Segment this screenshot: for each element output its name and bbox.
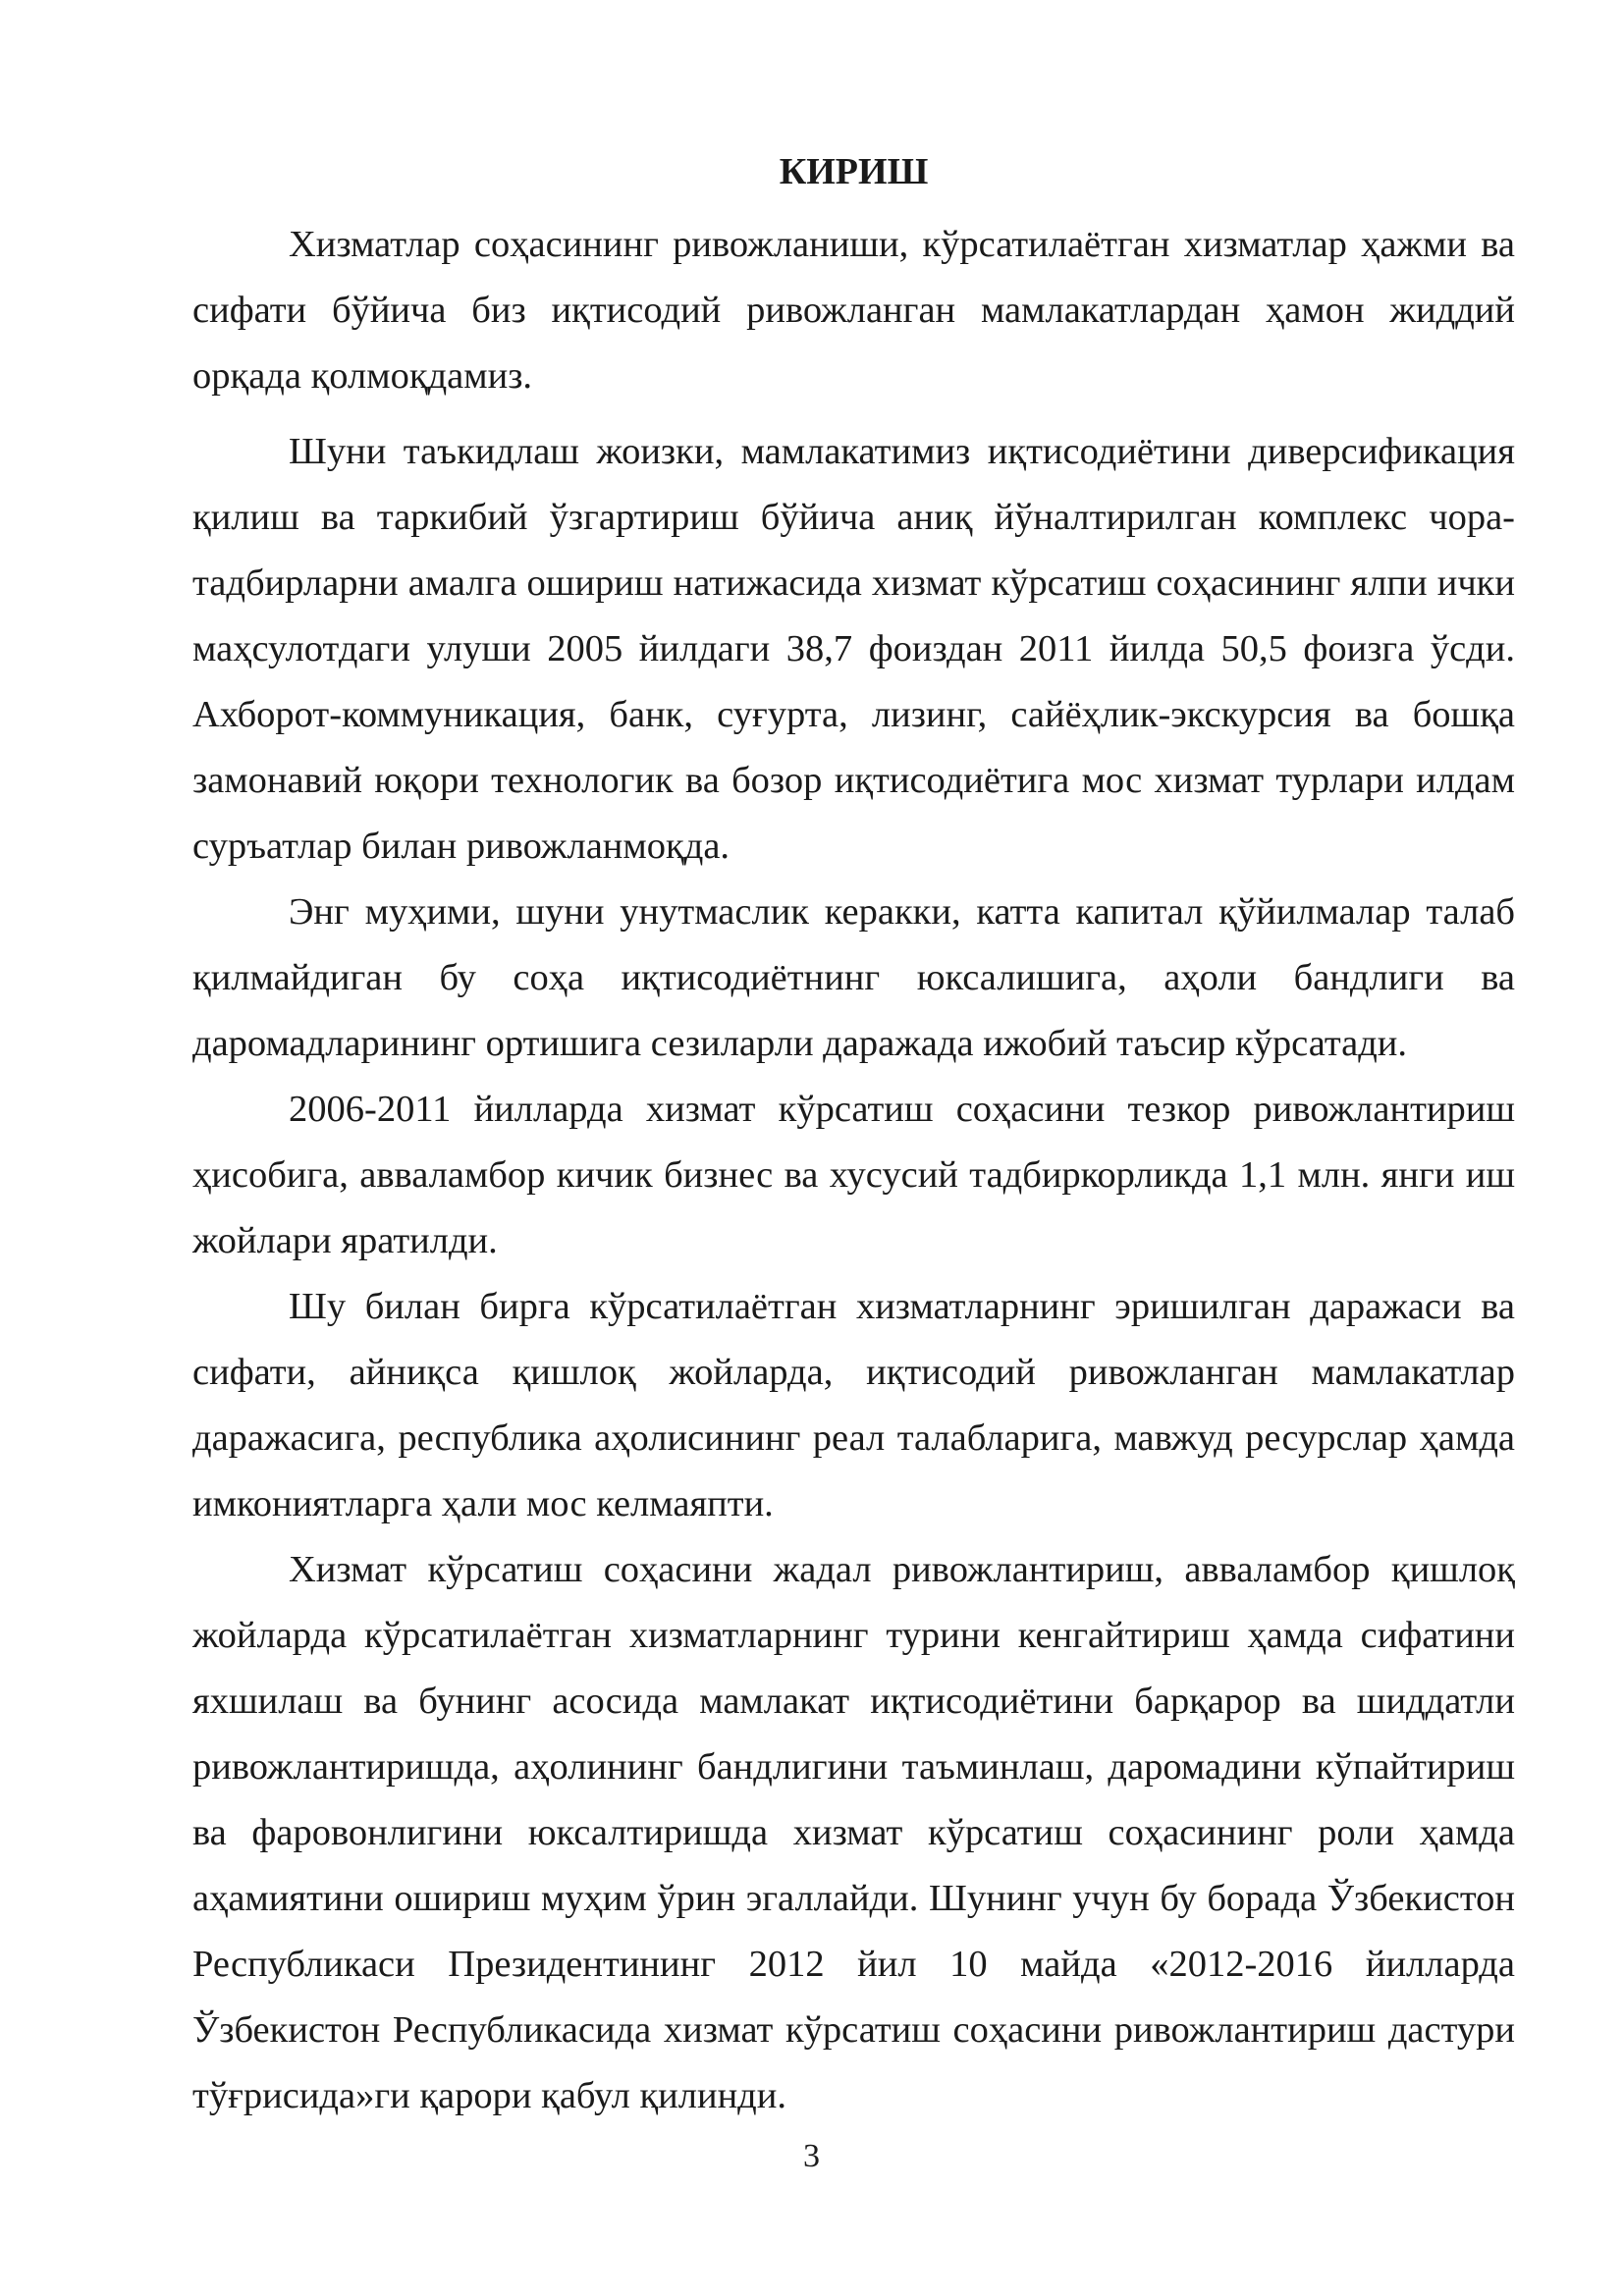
paragraph-6: Хизмат кўрсатиш соҳасини жадал ривожлантириш, авваламбор қишлоқ жойларда кўрсатилаётган хизматларнинг турини кенгайтириш ҳамда сифатини яхшилаш ва бунинг асосида мамлакат иқтисодиётини барқарор ва шиддатли ривожлантиришда, аҳолининг бандлигини таъминлаш, даромадини кўпайтириш ва фаровонлигини юксалтиришда хизмат кўрсатиш соҳасининг роли ҳамда аҳамиятини ошириш муҳим ўрин эгаллайди. Шунинг учун бу борада Ўзбекистон Республикаси Президентининг 2012 йил 10 майда «2012-2016 йилларда Ўзбекистон Республикасида хизмат кўрсатиш соҳасини ривожлантириш дастури тўғрисида»ги қарори қабул қилинди. <box>192 1549 1515 2116</box>
page-number: 3 <box>803 2138 820 2174</box>
document-title: КИРИШ <box>779 151 929 192</box>
document-page <box>192 147 1515 2129</box>
paragraph-4: 2006-2011 йилларда хизмат кўрсатиш соҳасини тезкор ривожлантириш ҳисобига, авваламбор кичик бизнес ва хусусий тадбиркорликда 1,1 млн. янги иш жойлари яратилди. <box>192 1089 1515 1261</box>
paragraph-2: Шуни таъкидлаш жоизки, мамлакатимиз иқтисодиётини диверсификация қилиш ва таркибий ўзгартириш бўйича аниқ йўналтирилган комплекс чора-тадбирларни амалга ошириш натижасида хизмат кўрсатиш соҳасининг ялпи ички маҳсулотдаги улуши 2005 йилдаги 38,7 фоиздан 2011 йилда 50,5 фоизга ўсди. Ахборот-коммуникация, банк, суғурта, лизинг, сайёҳлик-экскурсия ва бошқа замонавий юқори технологик ва бозор иқтисодиётига мос хизмат турлари илдам суръатлар билан ривожланмоқда. <box>192 431 1515 867</box>
paragraph-5: Шу билан бирга кўрсатилаётган хизматларнинг эришилган даражаси ва сифати, айниқса қишлоқ жойларда, иқтисодий ривожланган мамлакатлар даражасига, республика аҳолисининг реал талабларига, мавжуд ресурслар ҳамда имкониятларга ҳали мос келмаяпти. <box>192 1286 1515 1524</box>
paragraph-3: Энг муҳими, шуни унутмаслик керакки, катта капитал қўйилмалар талаб қилмайдиган бу соҳа иқтисодиётнинг юксалишига, аҳоли бандлиги ва даромадларининг ортишига сезиларли даражада ижобий таъсир кўрсатади. <box>192 891 1515 1064</box>
paragraph-1: Хизматлар соҳасининг ривожланиши, кўрсатилаётган хизматлар ҳажми ва сифати бўйича биз иқтисодий ривожланган мамлакатлардан ҳамон жиддий орқада қолмоқдамиз. <box>192 224 1515 397</box>
